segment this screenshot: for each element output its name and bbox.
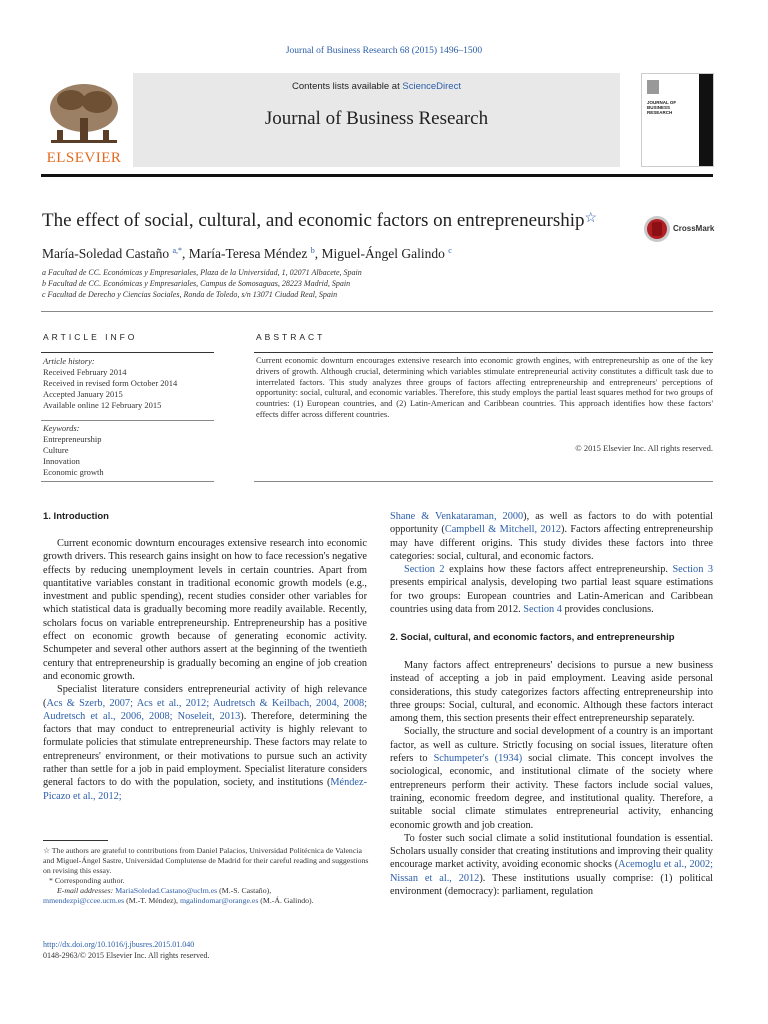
author-affiliation-mark[interactable]: b bbox=[310, 246, 315, 255]
body-column-left bbox=[43, 537, 367, 803]
journal-cover-thumbnail[interactable] bbox=[641, 73, 714, 167]
article-info-rule bbox=[41, 352, 214, 353]
cover-spine bbox=[699, 74, 713, 166]
paragraph bbox=[390, 832, 713, 898]
section-heading-2: 2. Social, cultural, and economic factors, and entrepreneurship bbox=[390, 632, 675, 643]
contents-prefix: Contents lists available at bbox=[292, 81, 403, 92]
keyword[interactable]: Culture bbox=[43, 445, 69, 455]
section-heading-introduction: 1. Introduction bbox=[43, 511, 109, 522]
paragraph-text: explains how these factors affect entrepreneurship. bbox=[444, 564, 673, 576]
paragraph-text: presents empirical analysis, developing two partial least square estimations for two groups: European countries and Latin-American and Caribbean countries using data from 2012. bbox=[390, 577, 713, 616]
email-link[interactable]: MariaSoledad.Castano@uclm.es bbox=[115, 886, 218, 895]
author-name[interactable]: María-Soledad Castaño bbox=[42, 246, 170, 261]
author-name[interactable]: Miguel-Ángel Galindo bbox=[321, 246, 445, 261]
author-affiliation-mark[interactable]: c bbox=[448, 246, 452, 255]
paragraph: Current economic downturn encourages extensive research into economic growth drivers. This research gains insight on how to face recession's negative effects by reducing unemployment levels in certain countries. Apart from quantitative variables constant in traditional economic growth models (e.g., investment and public spending), recent studies consider other variables for which statistical data is gradually becoming more readily available. Recently, scholars focus on variable entrepreneurship. Entrepreneurship has a positive effect on economic growth because of generating economic activity. Schumpeter and several other authors assert at the beginning of the twentieth century that entrepreneurship is gradually becoming an engine of job creation and economic growth. bbox=[43, 538, 367, 682]
history-item: Received in revised form October 2014 bbox=[43, 378, 178, 388]
email-label: E-mail addresses: bbox=[57, 886, 116, 895]
affiliation: b Facultad de CC. Económicas y Empresariales, Campus de Somosaguas, 28223 Madrid, Spain bbox=[42, 279, 351, 288]
email-line bbox=[43, 886, 369, 896]
paragraph-text: ). Therefore, determining the factors that may conduct to entrepreneurial activity is highly relevant to formulate policies that stimulate entrepreneurship. These factors may relate to entrepreneurs' environment, or their motivations to pursue such an activity rather than settle for a job in paid employment. Specialist literature considers general factors to do with the population, society, and institutions ( bbox=[43, 710, 367, 789]
citation-link[interactable]: Acemoglu et al., 2002; Nissan et al., 2012 bbox=[390, 859, 713, 884]
citation-link[interactable]: Méndez-Picazo et al., 2012; bbox=[43, 777, 367, 802]
header-rule bbox=[41, 174, 713, 177]
author-affiliation-mark[interactable]: a,* bbox=[172, 246, 183, 255]
sciencedirect-link[interactable]: ScienceDirect bbox=[402, 81, 461, 92]
keyword[interactable]: Economic growth bbox=[43, 467, 104, 477]
citation-link[interactable]: Acs & Szerb, 2007; Acs et al., 2012; Audretsch & Keilbach, 2004, 2008; Audretsch et al., 2006, 2008; Noseleit, 2013 bbox=[43, 697, 367, 722]
paragraph-text: ). Factors affecting entrepreneurship may have different origins. This study divides these factors into three categories: social, cultural, and economic factors. bbox=[390, 524, 713, 562]
article-title-text: The effect of social, cultural, and economic factors on entrepreneurship bbox=[42, 210, 585, 231]
article-info-rule bbox=[41, 420, 214, 421]
paragraph-text: Socially, the structure and social development of a country is an important factor, as well as culture. Strictly focusing on social issues, literature often refers to bbox=[390, 726, 713, 765]
history-item: Received February 2014 bbox=[43, 367, 127, 377]
paragraph bbox=[43, 683, 367, 803]
doi-link[interactable]: http://dx.doi.org/10.1016/j.jbusres.2015.01.040 bbox=[43, 940, 195, 949]
affiliation: a Facultad de CC. Económicas y Empresariales, Plaza de la Universidad, 1, 02071 Albacete, Spain bbox=[42, 268, 362, 277]
keywords-label: Keywords: bbox=[43, 423, 80, 433]
keyword[interactable]: Entrepreneurship bbox=[43, 434, 102, 444]
paragraph bbox=[390, 563, 713, 616]
paragraph-text: provides conclusions. bbox=[561, 604, 654, 616]
abstract-text: Current economic downturn encourages extensive research into economic growth engines, with entrepreneurship as one of the key drivers of growth. Although crucial, determining which variables stimulate entrepreneurial activity constitutes a difficult task due to interrelated factors. This study analyzes three groups of factors affecting entrepreneurship and entrepreneurs' perceptions of opportunity: social, cultural, and economic variables. Therefore, this study employs the partial least squares method for two groups of countries: (1) European countries, and (2) Latin-American and Caribbean countries. This approach identifies how these factors' effects differ across different countries. bbox=[256, 355, 713, 419]
abstract-rule bbox=[254, 481, 713, 482]
cover-title: JOURNAL OF BUSINESS RESEARCH bbox=[647, 100, 677, 115]
history-item: Available online 12 February 2015 bbox=[43, 400, 162, 410]
corresponding-author-note: * Corresponding author. bbox=[49, 876, 125, 885]
section-link[interactable]: Section 3 bbox=[672, 564, 714, 576]
crossmark-icon bbox=[643, 214, 671, 244]
citation-link[interactable]: Shane & Venkataraman, 2000 bbox=[390, 511, 524, 522]
paragraph: Many factors affect entrepreneurs' decisions to pursue a new business instead of accepting a job in paid employment. Leaving aside personal considerations, this study categorizes factors affecting entrepreneurship into three groups: Social, cultural, and economic. Although these factors interact among them, this section presents their effect entrepreneurship separately. bbox=[390, 660, 713, 725]
affiliation: c Facultad de Derecho y Ciencias Sociales, Ronda de Toledo, s/n 13071 Ciudad Real, Spain bbox=[42, 290, 338, 299]
paragraph bbox=[390, 510, 713, 563]
abstract-rule bbox=[254, 352, 713, 353]
section-link[interactable]: Section 4 bbox=[523, 604, 562, 616]
email-link[interactable]: mgalindomar@orange.es bbox=[179, 896, 259, 905]
crossmark-label: CrossMark bbox=[673, 224, 715, 233]
keyword[interactable]: Innovation bbox=[43, 456, 80, 466]
email-owner: (M.-Á. Galindo). bbox=[258, 896, 314, 905]
paragraph-text: To foster such social climate a solid institutional foundation is essential. Scholars usually consider that creating institutions and improving their quality encourage market activity, avoiding economic shocks ( bbox=[390, 832, 713, 871]
abstract-heading: ABSTRACT bbox=[256, 332, 326, 342]
abstract-copyright: © 2015 Elsevier Inc. All rights reserved. bbox=[575, 443, 713, 453]
paragraph-text: ). These institutions usually comprise: (1) political environment (democracy): parliament, regulation bbox=[390, 872, 714, 898]
email-owner: (M.-T. Méndez), bbox=[124, 896, 180, 905]
title-footnote-mark[interactable]: ☆ bbox=[584, 211, 598, 226]
section-link[interactable]: Section 2 bbox=[404, 564, 445, 576]
citation-link[interactable]: Schumpeter's (1934) bbox=[433, 753, 523, 765]
contents-line bbox=[133, 81, 620, 92]
paragraph-text: Specialist literature considers entrepreneurial activity of high relevance ( bbox=[43, 684, 367, 709]
cover-emblem bbox=[647, 80, 659, 94]
footnotes bbox=[43, 846, 369, 906]
acknowledgement-footnote: ☆ The authors are grateful to contributions from Daniel Palacios, Universidad Politécnica de Valencia and Miguel-Ángel Sastre, Universidad Complutense de Madrid for their careful reading and suggestions on revising this essay. bbox=[43, 846, 369, 875]
paragraph-text: social climate. This concept involves the sociological, economic, and institutional climate of the society where entrepreneurs perform their activity. These factors include social values, training, economic freedom degree, and institutional quality. Therefore, a suitable social climate stimulates entrepreneurial activity, enhancing economic growth and job creation. bbox=[390, 753, 714, 831]
journal-reference-link[interactable]: Journal of Business Research 68 (2015) 1496–1500 bbox=[285, 46, 483, 56]
paragraph-text: ), as well as factors to do with potential opportunity ( bbox=[390, 511, 713, 536]
article-info-rule bbox=[41, 481, 214, 482]
history-item: Accepted January 2015 bbox=[43, 389, 123, 399]
body-column-right-sec2 bbox=[390, 659, 713, 898]
article-title bbox=[42, 210, 597, 232]
history-label: Article history: bbox=[43, 356, 95, 366]
email-line bbox=[43, 896, 369, 906]
author-list: María-Soledad Castaño $^{a,*}$, María-Teresa Méndez $^b$, Miguel-Ángel Galindo $^c$ bbox=[42, 246, 452, 261]
citation-link[interactable]: Campbell & Mitchell, 2012 bbox=[444, 524, 562, 536]
issn-line: 0148-2963/© 2015 Elsevier Inc. All rights reserved. bbox=[43, 951, 210, 960]
crossmark-button[interactable] bbox=[643, 214, 718, 246]
paragraph bbox=[390, 725, 713, 831]
email-owner: (M.-S. Castaño), bbox=[217, 886, 272, 895]
author-name[interactable]: María-Teresa Méndez bbox=[188, 246, 308, 261]
footnote-rule bbox=[43, 840, 108, 841]
article-info-heading: ARTICLE INFO bbox=[43, 332, 138, 342]
section-divider bbox=[41, 311, 713, 312]
publisher-wordmark: ELSEVIER bbox=[46, 150, 122, 166]
journal-title: Journal of Business Research bbox=[264, 108, 489, 129]
body-column-right bbox=[390, 510, 713, 616]
email-link[interactable]: mmendezpi@ccee.ucm.es bbox=[43, 896, 125, 905]
